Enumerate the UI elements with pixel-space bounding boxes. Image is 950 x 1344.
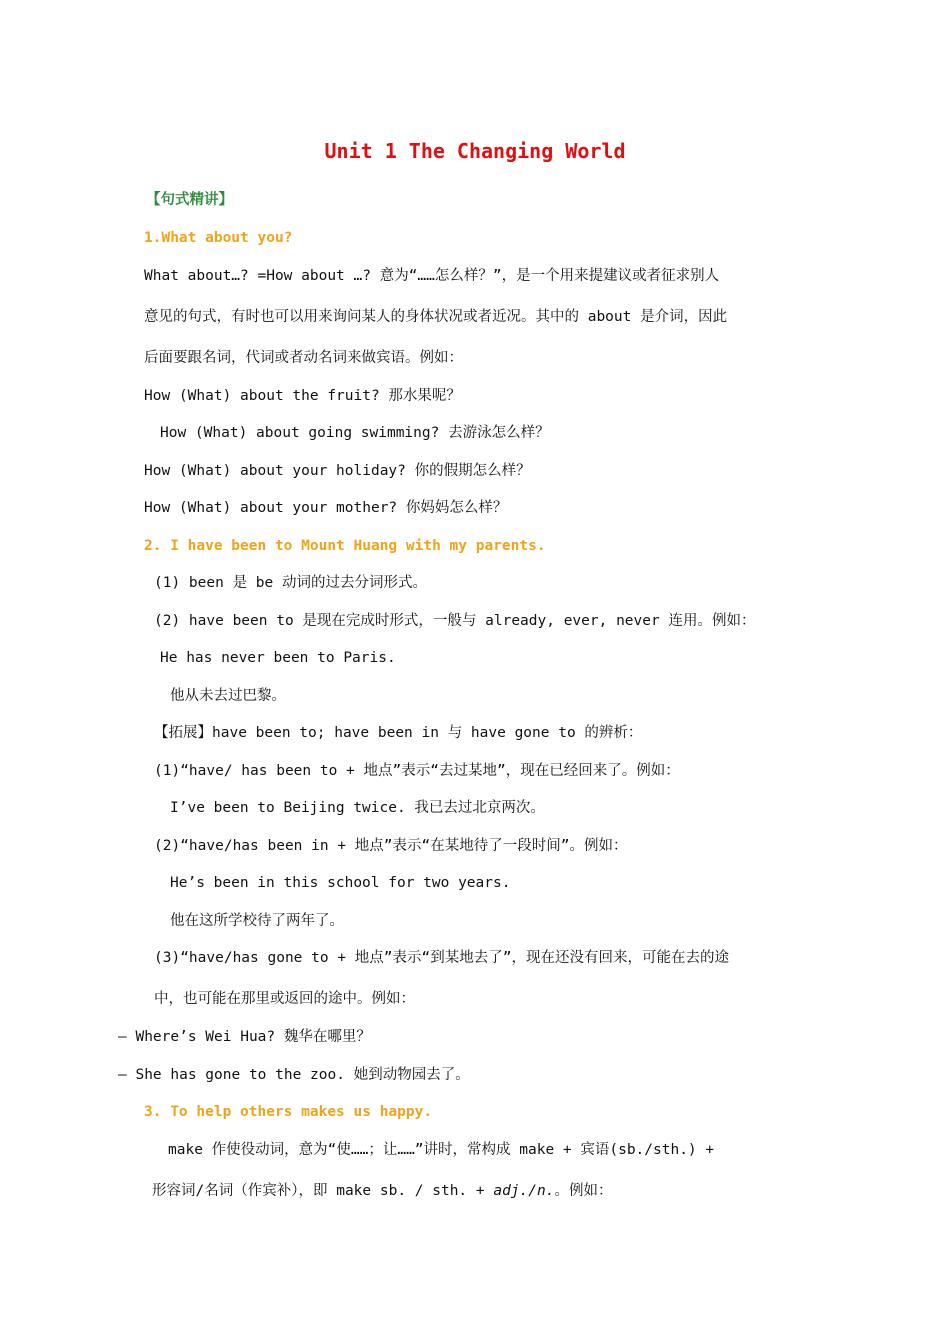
example-line: He has never been to Paris. [160,650,396,666]
example-line: He’s been in this school for two years. [170,875,511,891]
paragraph-line: (1) been 是 be 动词的过去分词形式。 [154,575,427,591]
paragraph-line: 意见的句式，有时也可以用来询问某人的身体状况或者近况。其中的 about 是介词，因此 [144,309,728,325]
example-line: 他从未去过巴黎。 [170,688,286,704]
italic-term: adj./n. [493,1183,555,1199]
paragraph-line: (3)“have/has gone to + 地点”表示“到某地去了”，现在还没有回来，可能在去的途 [154,950,729,966]
section-tag: 【句式精讲】 [146,192,233,208]
paragraph-line: What about…? =How about …? 意为“……怎么样？”，是一个用来提建议或者征求别人 [144,268,720,284]
example-line: How (What) about the fruit? 那水果呢？ [144,388,461,404]
page-title: Unit 1 The Changing World [324,139,626,163]
paragraph-tail: 。例如： [554,1183,613,1199]
paragraph-text: 形容词/名词（作宾补），即 make sb. / sth. + [152,1183,494,1199]
example-line: How (What) about your holiday? 你的假期怎么样？ [144,463,531,479]
paragraph-line: make 作使役动词，意为“使……；让……”讲时，常构成 make + 宾语(sb./sth.) + [168,1142,715,1158]
paragraph-line: 中，也可能在那里或返回的途中。例如： [154,991,415,1007]
section-1-heading: 1.What about you? [144,230,293,246]
paragraph-line: (2) have been to 是现在完成时形式，一般与 already, ever, never 连用。例如： [154,613,756,629]
section-2-heading: 2. I have been to Mount Huang with my parents. [144,538,546,554]
example-line: 他在这所学校待了两年了。 [170,913,344,929]
example-line: How (What) about your mother? 你妈妈怎么样？ [144,500,508,516]
section-3-heading: 3. To help others makes us happy. [144,1104,433,1120]
paragraph-line [152,1181,612,1201]
dialogue-line: — Where’s Wei Hua? 魏华在哪里？ [118,1029,371,1045]
paragraph-line: (2)“have/has been in + 地点”表示“在某地待了一段时间”。例如： [154,838,628,854]
paragraph-line: (1)“have/ has been to + 地点”表示“去过某地”，现在已经回来了。例如： [154,763,680,779]
paragraph-line: 【拓展】have been to; have been in 与 have gone to 的辨析： [154,725,643,741]
example-line: How (What) about going swimming? 去游泳怎么样？ [160,425,550,441]
dialogue-line: — She has gone to the zoo. 她到动物园去了。 [118,1067,470,1083]
paragraph-line: 后面要跟名词，代词或者动名词来做宾语。例如： [144,350,463,366]
example-line: I’ve been to Beijing twice. 我已去过北京两次。 [170,800,545,816]
